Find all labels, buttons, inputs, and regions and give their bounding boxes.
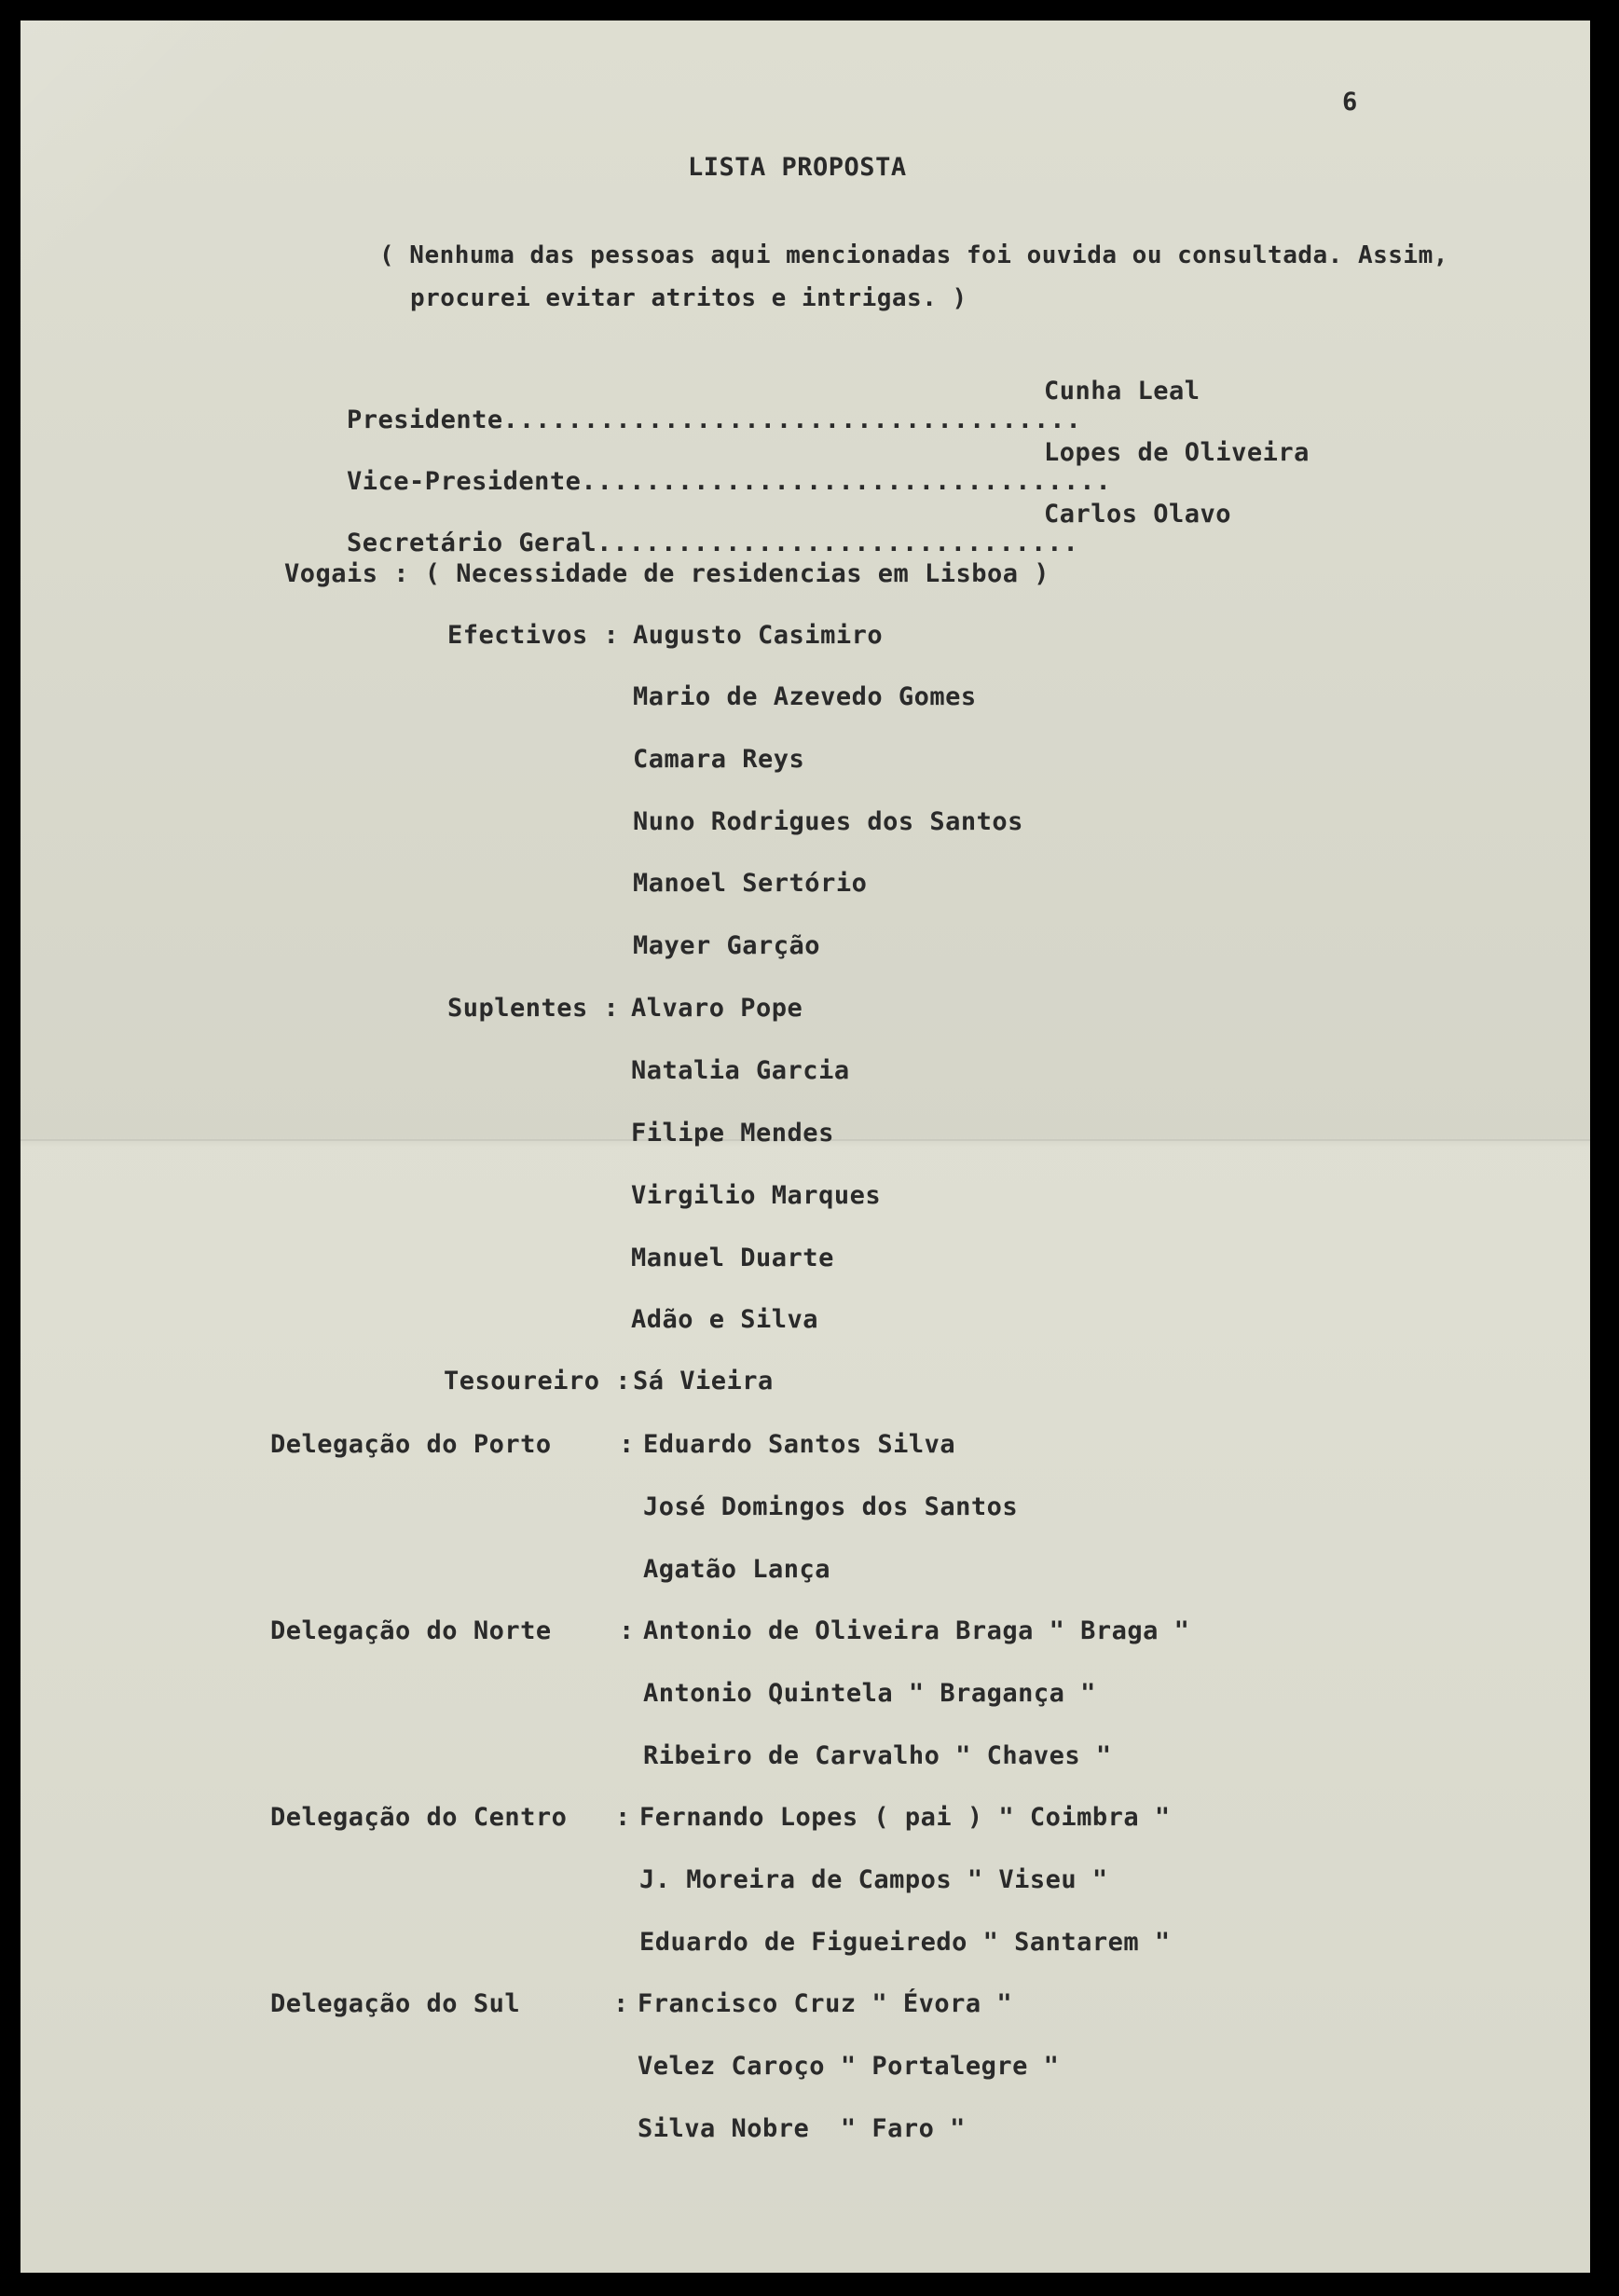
officer-name: Lopes de Oliveira xyxy=(1044,438,1310,467)
delegado-name: José Domingos dos Santos xyxy=(643,1492,1019,1521)
delegacao-separator: : xyxy=(615,1803,631,1832)
tesoureiro-name: Sá Vieira xyxy=(633,1367,774,1395)
efectivo-name: Nuno Rodrigues dos Santos xyxy=(633,807,1023,836)
suplente-name: Natalia Garcia xyxy=(631,1056,850,1085)
delegacao-separator: : xyxy=(619,1430,635,1459)
document-title: LISTA PROPOSTA xyxy=(688,153,907,182)
vogais-heading: Vogais : ( Necessidade de residencias em Lisboa ) xyxy=(284,559,1050,588)
officer-dots: .................................... xyxy=(502,406,1082,434)
suplentes-label: Suplentes : xyxy=(447,994,620,1023)
delegado-name: Ribeiro de Carvalho " Chaves " xyxy=(643,1741,1112,1770)
officer-dots: .............................. xyxy=(597,529,1079,557)
delegado-name: Agatão Lança xyxy=(643,1555,831,1584)
officer-label: Vice-Presidente xyxy=(347,467,582,496)
efectivo-name: Manoel Sertório xyxy=(633,869,868,898)
delegado-name: Francisco Cruz " Évora " xyxy=(638,1989,1013,2018)
efectivo-name: Augusto Casimiro xyxy=(633,621,884,650)
officer-label: Presidente xyxy=(347,406,503,434)
tesoureiro-label: Tesoureiro : xyxy=(444,1367,632,1395)
officer-name: Cunha Leal xyxy=(1044,377,1201,406)
delegado-name: Velez Caroço " Portalegre " xyxy=(638,2052,1060,2081)
delegacao-separator: : xyxy=(619,1616,635,1645)
delegacao-centro-label: Delegação do Centro xyxy=(270,1803,568,1832)
delegado-name: Fernando Lopes ( pai ) " Coimbra " xyxy=(639,1803,1171,1832)
delegacao-porto-label: Delegação do Porto xyxy=(270,1430,552,1459)
delegado-name: Eduardo Santos Silva xyxy=(643,1430,956,1459)
suplente-name: Adão e Silva xyxy=(631,1305,819,1334)
efectivo-name: Camara Reys xyxy=(633,745,805,774)
efectivo-name: Mayer Garção xyxy=(633,931,821,960)
suplente-name: Manuel Duarte xyxy=(631,1244,834,1272)
delegado-name: Silva Nobre " Faro " xyxy=(638,2114,966,2143)
efectivo-name: Mario de Azevedo Gomes xyxy=(633,682,977,711)
suplente-name: Filipe Mendes xyxy=(631,1119,834,1148)
suplente-name: Alvaro Pope xyxy=(631,994,803,1023)
note-line-2: procurei evitar atritos e intrigas. ) xyxy=(410,284,967,312)
delegado-name: Eduardo de Figueiredo " Santarem " xyxy=(639,1928,1171,1957)
efectivos-label: Efectivos : xyxy=(447,621,620,650)
suplente-name: Virgilio Marques xyxy=(631,1181,882,1210)
delegado-name: J. Moreira de Campos " Viseu " xyxy=(639,1865,1108,1894)
document-page xyxy=(21,21,1590,2273)
page-number: 6 xyxy=(1342,88,1358,117)
note-line-1: ( Nenhuma das pessoas aqui mencionadas foi ouvida ou consultada. Assim, xyxy=(379,241,1448,269)
delegado-name: Antonio de Oliveira Braga " Braga " xyxy=(643,1616,1190,1645)
officer-label: Secretário Geral xyxy=(347,529,597,557)
delegacao-separator: : xyxy=(613,1989,629,2018)
officer-dots: ................................. xyxy=(581,467,1112,496)
delegacao-sul-label: Delegação do Sul xyxy=(270,1989,521,2018)
officer-name: Carlos Olavo xyxy=(1044,500,1232,529)
delegado-name: Antonio Quintela " Bragança " xyxy=(643,1679,1096,1708)
delegacao-norte-label: Delegação do Norte xyxy=(270,1616,552,1645)
